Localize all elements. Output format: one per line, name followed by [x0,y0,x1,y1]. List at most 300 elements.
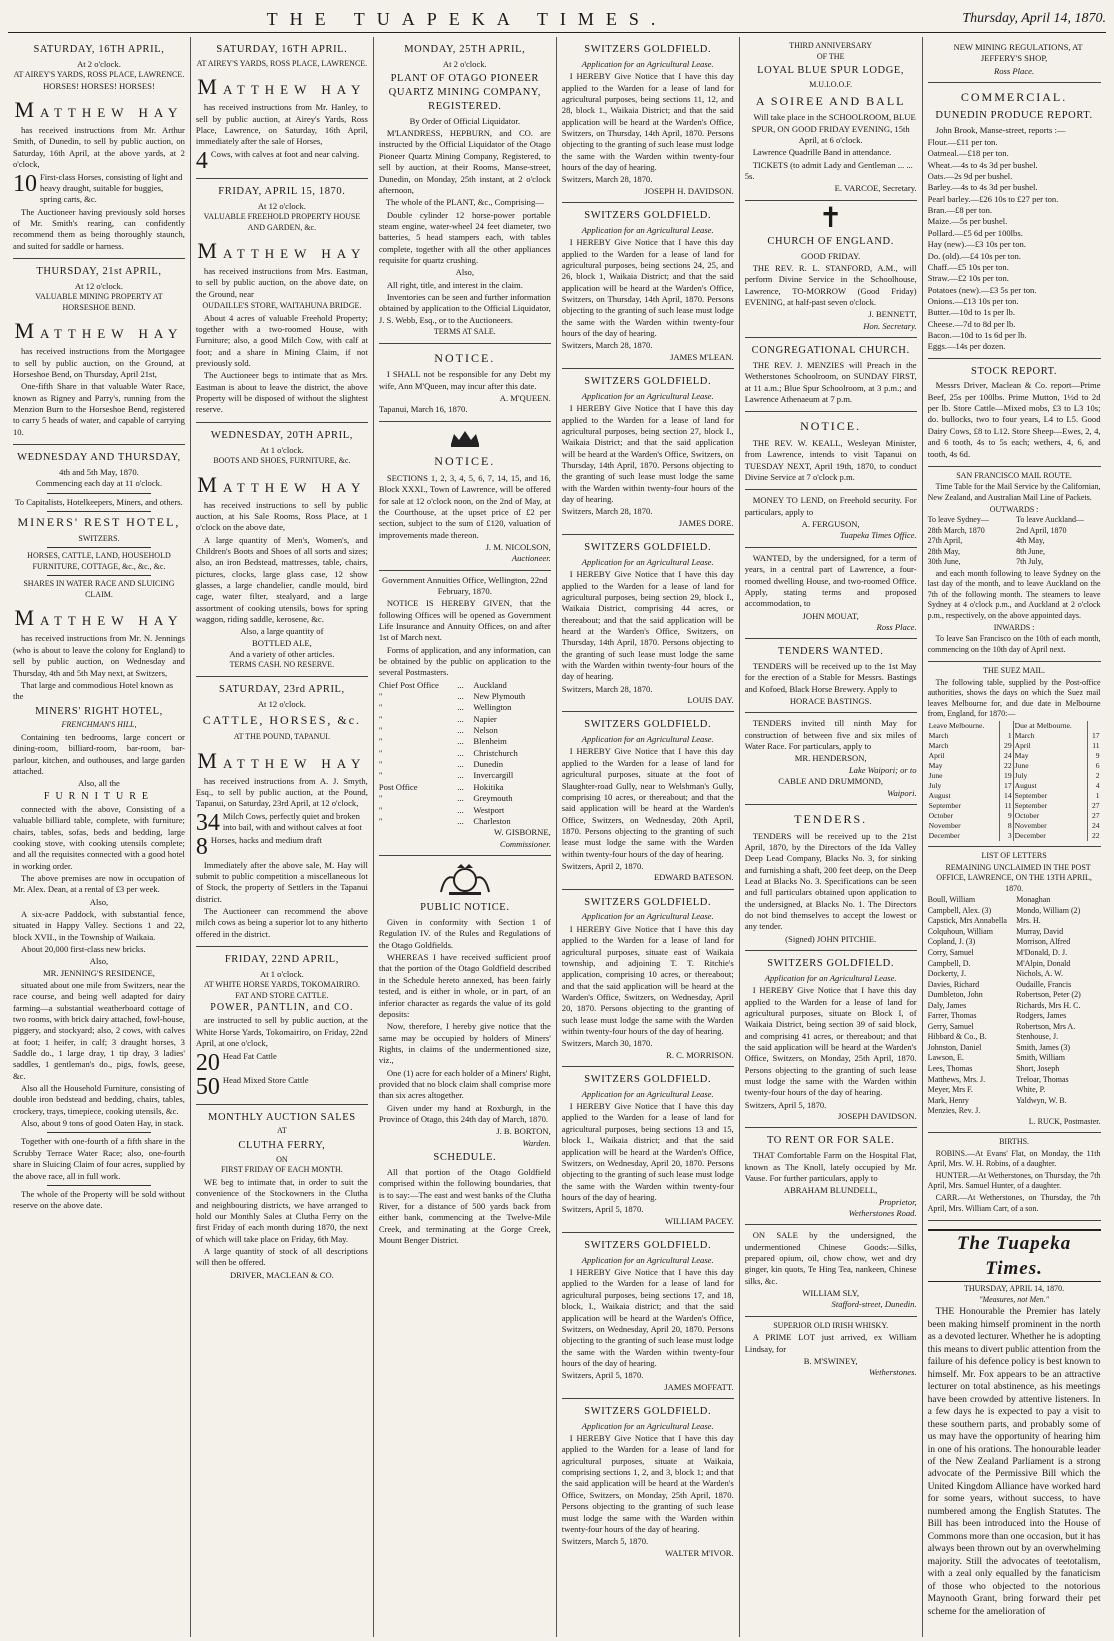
lot-description: One-fifth Share in that valuable Water Race, known as Rigney and Parry's, running from the Menzion Burn to the Horseshoe Bend, registered to carry 5 heads of water, and capable of carrying 10. [13,381,185,437]
paper-motto: "Measures, not Men." [979,1294,1050,1304]
letter-name: Copland, J. (3) [927,937,976,947]
ad-body: TENDERS will be received up to the 1st May for the erection of a Stable for Messrs. Bastings and Kofoed, Black Horse Brewery. Apply to [744,661,917,694]
table-cell: September [1013,791,1088,801]
produce-item: Potatoes (new).—£3 5s per ton. [927,284,1037,295]
letter-name: Richards, Mrs H. C. [1016,1000,1081,1010]
ad-time: At 1 o'clock. [259,444,304,455]
office-type: " [378,815,383,826]
letter-name: Smith, James (3) [1016,1042,1071,1052]
unclaimed-letters [928,847,1101,1133]
lot [196,835,368,859]
ad-subheading: Application for an Agricultural Lease. [764,972,897,983]
ad-body: I HEREBY Give Notice that I have this day applied to the Warden for a lease of land for agricultural purposes, situate on Block I, of Waikaia District, being section 39 of said block, and comprising 41 acres, or thereabout; and that the said application will be heard at the Warden's Office, Switzers, on Monday, 25th April, 1870. Persons objecting to the granting of such lease must lodge the same with the Warden within twenty-four hours of the day of hearing. [744,985,917,1098]
ad-body: I HEREBY Give Notice that I have this day applied to the Warden for a lease of land for agricultural purposes, situate at Waikaia, comprising sections 1, 2, and 3, block 1; and that the said application will be heard at the Warden's Office, Switzers, on Monday, 25th April, 1870. Persons objecting to the granting of such lease must lodge the same with the Warden within twenty-four hours of the day of hearing. [561,1433,734,1534]
office-type: " [378,691,383,702]
ad-heading: CONGREGATIONAL CHURCH. [751,345,910,356]
birth-notice: CARR.—At Wetherstones, on Thursday, the 7th April, Mrs. William Carr, of a son. [927,1193,1101,1213]
produce-item: Flour.—£11 per ton. [927,137,998,148]
office-dots: ... [457,781,464,792]
ad-body: has received instructions from Mr. Arthur Smith, of Dunedin, to sell by public auction, on Saturday, 16th April, at the above yards, at 2 o'clock, [13,125,185,170]
ad-heading: SWITZERS GOLDFIELD. [584,719,712,731]
table-cell: 24 [1088,821,1101,831]
sections-notice [379,422,551,571]
ad-dateline: Tapanui, March 16, 1870. [378,404,468,415]
paper-title: The Tuapeka Times. [928,1229,1101,1282]
births [928,1133,1101,1221]
office-town: Wellington [473,702,512,713]
letter-name: Oudaille, Francis [1016,979,1072,989]
ad-body: M'LANDRESS, HEPBURN, and CO. are instructed by the Official Liquidator of the Otago Pioneer Quartz Mining Company, Registered, to sell by auction, at their Rooms, Manse-street, Dunedin, on Monday, 25th instant, at 2 o'clock afternoon, [378,128,551,195]
auckland-dates [1016,515,1100,568]
ad-date: SATURDAY, 23rd APRIL, [218,683,345,695]
letter-name: M'Donald, D. J. [1016,948,1068,957]
ad-shares: SHARES IN WATER RACE AND SLUICING CLAIM. [23,579,175,599]
ad-text: situated about one mile from Switzers, near the race course, and being well adapted for dairy farming—a substantial weatherboard cottage of two rooms, with brick dairy attached, fowl-house, piggery, and stockyard; also, 2 cows, with calves at foot; 1 heifer, in calf; 3 draught horses, 3 Saddle do., 1 large dray, 1 tip dray, 3 ladies' saddles, 1 gentleman's do., pigs, fowls, geese, &c. [13,980,185,1081]
ad-body: THAT Comfortable Farm on the Hospital Flat, known as The Knoll, lately occupied by Mr. Vause. For further particulars, apply to [744,1150,917,1183]
newspaper-title: THE TUAPEKA TIMES. [266,8,668,29]
wesleyan-notice [745,412,917,490]
table-row [928,771,1101,781]
table-cell: November [928,821,961,831]
lot-number: 10 [13,170,37,197]
ad-heading: VALUABLE FREEHOLD PROPERTY HOUSE AND GARDEN, &c. [203,212,361,232]
ad-heading: CHURCH OF ENGLAND. [767,235,894,247]
ad-date: SATURDAY, 16TH APRIL. [216,44,348,55]
table-header [928,721,1101,731]
ad-body: A PRIME LOT just arrived, ex William Lindsay, for [744,1332,917,1354]
davidson-lease-ad [745,951,917,1128]
ad-signature: A. FERGUSON, [801,519,860,530]
letter-name: Meyer, Mrs F. [927,1085,973,1095]
ad-date: WEDNESDAY, 20TH APRIL, [210,429,353,441]
produce-item: Pearl barley.—£26 10s to £27 per ton. [927,193,1059,204]
table-cell: 3 [1000,831,1013,841]
ad-text: A large quantity of stock of all descriptions will then be offered. [195,1245,368,1268]
ad-audience: To Capitalists, Hotelkeepers, Miners, and others. [15,496,183,507]
office-dots: ... [457,679,464,690]
ad-dateline: Switzers, March 28, 1870. [561,340,653,351]
ad-body: has received instructions to sell by public auction, at his Sale Rooms, Ross Place, at 1 o'clock on the above date, [195,499,368,533]
section-subheading: REMAINING UNCLAIMED IN THE POST OFFICE, LAWRENCE, ON THE 13TH APRIL, 1870. [936,862,1092,893]
auctioneer-name: MATTHEW HAY [14,97,184,123]
ad-text: The whole of the PLANT, &c., Comprising— [385,197,544,208]
auctioneer-name: MATTHEW HAY [197,74,367,100]
ad-heading: SWITZERS GOLDFIELD. [584,896,712,908]
ad-terms: TERMS CASH. NO RESERVE. [229,660,335,670]
office-type: " [378,736,383,747]
ad-dateline: Switzers, April 5, 1870. [561,1204,644,1215]
office-town: New Plymouth [473,691,526,702]
table-cell: 17 [1088,731,1101,741]
ad-role: Auctioneer. [511,553,551,564]
farm-rent-ad [745,1128,917,1225]
mining-property-ad [13,259,185,445]
ad-text: M.U.I.O.O.F. [809,79,853,89]
office-row [379,725,551,736]
divider [47,1185,150,1186]
table-cell: September [928,801,962,811]
ad-signature: CABLE AND DRUMMOND, [778,776,884,787]
ad-signature: J. B. BORTON, [496,1126,551,1137]
lot [13,172,185,206]
office-dots: ... [457,747,464,758]
water-race-tender-ad [745,713,917,804]
ad-body: WHEREAS I have received sufficient proof that the portion of the Otago Goldfield described in the Schedule hereto annexed, has been fairly tested, and is either in whole, or in part, of an inferior character as regards the value of its gold deposits: [378,952,551,1019]
ad-place: AT THE POUND, TAPANUI. [233,731,330,741]
public-notice [379,856,551,1252]
letter-name: Murray, David [1016,926,1064,936]
ad-signature: WALTER M'IVOR. [665,1547,734,1558]
ad-place: Wetherstones Road. [848,1208,917,1219]
office-row [379,793,551,804]
miners-rest-hotel-ad [13,445,185,1218]
office-town: Westport [473,804,505,815]
lot-description: About 4 acres of valuable Freehold Property; together with a two-roomed House, with Furniture; also, a good Milch Cow, with calf at foot; and a share in Mining Claim, if not previously sold. [195,312,368,369]
table-cell: 9 [1000,811,1013,821]
ad-place: Waipori. [887,787,917,798]
office-row [379,736,551,747]
table-row [928,731,1101,741]
ad-body: All that portion of the Otago Goldfield comprised within the following boundaries, that is to say:—The east and west banks of the Clutha River, for a distance of 500 yards back from either bank, commencing at the Twelve-Mile Creek, and terminating at the Gorge Creek, Mount Benger District. [378,1166,551,1245]
ad-body: has received instructions from the Mortgagee to sell by public auction, on the Ground, at Horseshoe Bend, on Thursday, April 21st, [13,346,185,379]
schedule-item: 27th April, [927,536,963,546]
schedule-item: 2nd April, 1870 [1016,525,1067,535]
table-cell: 22 [1088,831,1101,841]
table-row [928,761,1101,771]
ad-heading: TENDERS. [794,811,868,826]
ad-signature: JOHN MOUAT, [802,610,859,621]
letter-name: Robertson, Mrs A. [1016,1021,1076,1031]
letters-left-column [928,895,1012,1116]
produce-item: Oatmeal.—£18 per ton. [927,148,1009,159]
ad-body: has received instructions from A. J. Smyth, Esq., to sell by public auction, at the Pound, Tapanui, on Saturday, 23rd April, at 12 o'clock, [195,775,368,809]
office-town: Blenheim [473,736,507,747]
table-cell: 14 [1000,791,1013,801]
letter-name: Farrer, Thomas [927,1011,977,1021]
office-type: " [378,770,383,781]
lot-description: Head Mixed Store Cattle [222,1074,309,1085]
letter-name: Robertson, Peter (2) [1016,990,1081,1000]
office-row [379,691,551,702]
ad-body: WANTED, by the undersigned, for a term of years, in a central part of Lawrence, a four-roomed dwelling House, and two-roomed Office. Apply, stating terms and proposed accommodation, to [744,552,917,609]
office-type: Post Office [378,781,418,792]
letter-name: Lawson, E. [927,1053,964,1063]
office-type: " [378,702,383,713]
ad-signature: J. BENNETT, [868,309,917,320]
ad-text: About 20,000 first-class new bricks. [21,943,146,954]
cow-sale-ad [196,37,368,179]
money-to-lend-ad [745,490,917,547]
office-town: Auckland [473,679,507,690]
issue-date: Thursday, April 14, 1870. [962,11,1106,26]
produce-item: Barley.—4s to 4s 3d per bushel. [927,182,1038,193]
ad-text: Containing ten bedrooms, large concert or dining-room, billiard-room, bar-room, bar-parlour, kitchen, and outhouses, and large garden attached. [13,731,185,776]
letter-name: Colquhoun, William [927,926,993,936]
ad-text: Inventories can be seen and further information obtained by application to the Official Liquidator, J. S. Webb, Esq., or to the Auctioneers. [378,291,551,325]
ad-subheading: Application for an Agricultural Lease. [581,1420,714,1431]
ad-signature: EDWARD BATESON. [653,872,734,883]
ad-time: At 1 o'clock. [259,968,304,979]
ad-text: Immediately after the above sale, M. Hay will submit to public competition a miscellaneous lot of Stock, the property of Settlers in the Tapanui district. [195,859,368,904]
ad-role: Hon. Secretary. [863,320,917,331]
ad-heading: FAT AND STORE CATTLE. [235,990,329,1000]
ad-text: That large and commodious Hotel known as the [13,679,174,702]
office-row [379,680,551,691]
section-heading: BIRTHS. [999,1137,1030,1147]
table-cell: 27 [1088,811,1101,821]
ad-note: The Auctioneer can recommend the above milch cows as being a superior lot to any hitherto offered in the district. [195,905,368,939]
ad-heading: SWITZERS GOLDFIELD. [584,1073,712,1085]
ad-signature: W. GISBORNE, [494,827,551,838]
outward-schedule [928,515,1101,568]
table-cell: September [1013,801,1088,811]
produce-item: Onions.—£13 10s per ton. [927,295,1019,306]
table-cell: 17 [1000,781,1013,791]
divider [47,1132,150,1133]
annuities-notice [379,571,551,856]
ad-place: AT WHITE HORSE YARDS, TOKOMAIRIRO. [203,980,360,990]
letter-name: Johnston, Daniel [927,1042,982,1052]
ad-subheading: Application for an Agricultural Lease. [581,911,714,922]
table-cell: June [1013,761,1088,771]
section-body: The following table, supplied by the Post-office authorities, shows the days on which the Suez mail leaves Melbourne for, and due date in Melbourne from, England, for 1870:— [927,677,1101,719]
ad-body: I HEREBY Give Notice that I have this day applied to the Warden for a lease of land for agricultural purposes, being sections 17, and 18, block, I., Waikaia district; and that the said application will be heard at the Warden's Office, Switzers, on Wednesday, April 20, 1870. Persons objecting to the granting of such lease must lodge the same with the Warden within twenty-four hours of the day of hearing. [561,1267,734,1368]
report-heading: STOCK REPORT. [971,365,1058,377]
table-cell: March [1013,731,1088,741]
ad-body: I HEREBY Give Notice that I have this day applied to the Warden for a lease of land for agricultural purposes, situate east of Waikaia township, and adjoining T. T. Ritchie's application, comprising 10 acres, or thereabout; and that the said application will be heard at the Warden's Office, Switzers, on Wednesday, April 20, 1870. Persons objecting to the granting of such lease must lodge the same with the Warden within twenty-four hours of the day of hearing. [561,923,734,1036]
office-town: Greymouth [473,793,513,804]
ad-body: I HEREBY Give Notice that I have this day applied to the Warden for a lease of land for agricultural purposes, situate at the foot of Slaughter-road Gully, near to Welshman's Gully, comprising 10 acres, or thereabout; and that the said application will be heard at the Warden's Office, Switzers, on Wednesday, 20th April, 1870. Persons objecting to the granting of such lease must lodge the same with the Warden within twenty-four hours of the day of hearing. [561,746,734,859]
ad-body: THE REV. W. KEALL, Wesleyan Minister, from Lawrence, intends to visit Tapanui on TUESDAY NEXT, April 19th, 1870, to conduct Divine Service at 7 o'clock p.m. [744,438,917,483]
ad-items: HORSES, CATTLE, LAND, HOUSEHOLD FURNITURE, COTTAGE, &c., &c., &c. [27,551,171,571]
office-dots: ... [457,793,464,804]
office-type: " [378,747,383,758]
header-cell [1088,721,1101,731]
table-row [928,741,1101,751]
lease-notices [562,37,734,1564]
ad-date: FRIDAY, APRIL 15, 1870. [218,185,346,197]
ad-signature: MR. HENDERSON, [794,753,867,764]
letter-name: Short, Joseph [1016,1064,1060,1074]
report-body: Messrs Driver, Maclean & Co. report—Prime Beef, 25s per 100lbs. Prime Mutton, 1½d to 2d per lb. Store Cattle—Mixed mobs, £3 to L3 10s; do. bullocks, two to four years, L4 to L5. Good Dairy Cows, £8 to L12. Store Sheep—Ewes, 2, 4, and 6 tooth, 4s to 5s each; wethers, 4, 6, and tooth, 4s 6d. [927,380,1101,459]
ad-date: WEDNESDAY AND THURSDAY, [17,451,181,463]
letter-name: Mrs. H. [1016,916,1041,926]
letter-name: Corry, Samuel [927,948,974,957]
section-heading: SAN FRANCISCO MAIL ROUTE. [956,470,1072,480]
table-cell: 6 [1088,761,1101,771]
table-row [928,831,1101,841]
office-dots: ... [457,804,464,815]
table-cell: March [928,730,949,740]
ad-place: Stafford-street, Dunedin. [831,1299,917,1310]
office-dots: ... [457,702,464,713]
stock-report [928,359,1101,467]
office-row [379,805,551,816]
ad-dateline: Switzers, April 5, 1870. [744,1099,827,1110]
ida-valley-tender-ad [745,805,917,951]
table-cell: May [928,760,943,770]
lodge-anniversary-ad [745,37,917,201]
ad-subheading: GOOD FRIDAY. [801,250,861,261]
table-row [928,791,1101,801]
table-cell: 11 [1000,801,1013,811]
divider [47,547,150,548]
produce-item: Bran.—£8 per ton. [927,205,993,216]
commercial-section [928,83,1101,359]
ad-text: By Order of Official Liquidator. [409,115,520,126]
ad-dateline: Switzers, March 28, 1870. [561,506,653,517]
lot-number: 4 [195,147,208,174]
ad-text: Also, about 9 tons of good Oaten Hay, in stack. [21,1118,184,1129]
ad-body: has received instructions from Mr. N. Jennings (who is about to leave the colony for England) to sell by public auction, on Wednesday and Thursday, 4th and 5th May next, at Switzers, [13,633,185,678]
ad-terms: TERMS AT SALE. [433,326,496,336]
ad-date: MONDAY, 25TH APRIL, [404,44,526,55]
table-cell: 11 [1088,741,1101,751]
header-cell [1000,721,1013,731]
lease-notice [562,369,734,535]
ad-heading: CATTLE, HORSES, &c. [202,713,362,728]
produce-item: Butter.—10d to 1s per lb. [927,307,1015,318]
ad-place: Wetherstones. [868,1367,917,1378]
schedule-item: 28th March, 1870 [927,525,985,535]
ad-text: Also, all the [78,778,120,789]
ad-text: connected with the above, Consisting of a valuable billiard table, complete, with furniture; chairs, tables, sofas, beds and bedding, large cooking stove, with cooking utensils complete; and all the requisites connected with a good hotel in working order. [13,803,185,871]
letter-name: Dockerty, J. [927,969,966,979]
ad-signature: LOUIS DAY. [687,694,734,705]
ad-heading: SCHEDULE. [433,1151,497,1163]
ad-heading: SWITZERS GOLDFIELD. [584,375,712,387]
produce-item: Hay (new).—£3 10s per ton. [927,239,1026,250]
ad-text: The above premises are now in occupation of Mr. Alex. Dean, at a rental of £3 per week. [13,872,185,895]
letter-name: Daly, James [927,1000,967,1010]
letter-name: M'Alpin, Donald [1016,958,1071,968]
births-list [928,1149,1101,1214]
ad-heading: NOTICE. [800,419,862,434]
section-heading: THE SUEZ MAIL. [983,666,1046,676]
ad-heading: THIRD ANNIVERSARY [789,41,873,50]
birth-notice: HUNTER.—At Wetherstones, on Thursday, the 7th April, Mrs. Samuel Hunter, of a daughter. [927,1170,1101,1191]
schedule-item: 7th July, [1016,557,1044,567]
lot-number: 50 [195,1073,220,1100]
letter-name: Monaghan [1016,895,1051,905]
lease-notice [562,712,734,889]
letter-name: Boull, William [927,895,976,905]
lease-notice [562,1067,734,1233]
section-heading: COMMERCIAL. [960,90,1068,105]
letter-name: Davies, Richard [927,979,980,989]
lot-number: 8 [195,833,208,860]
table-cell: 2 [1088,771,1101,781]
produce-item: Eggs.—14s per dozen. [927,341,1006,352]
auctioneer-name: MATTHEW HAY [14,318,184,344]
ad-text: Now, therefore, I hereby give notice that the same may be occupied by holders of Miners' Rights, in claims of the undermentioned size, viz., [378,1021,551,1066]
office-town: Napier [473,713,497,724]
letter-name: Menzies, Rev. J. [927,1106,981,1116]
schedule-item: To leave Auckland— [1016,515,1084,525]
section-body: Time Table for the Mail Service by the Californian, New Zealand, and Australian Mail Line of Packets. [927,482,1101,502]
office-town: Charleston [473,815,511,826]
produce-item: Maize.—5s per bushel. [927,216,1008,227]
report-heading: DUNEDIN PRODUCE REPORT. [935,109,1093,121]
ad-body: I SHALL not be responsible for any Debt my wife, Ann M'Queen, may incur after this date. [378,369,551,391]
office-type: Chief Post Office [378,679,439,690]
lot [196,811,368,835]
ad-text: Also, [89,956,109,967]
office-row [379,782,551,793]
mqueen-notice [379,344,551,422]
ad-heading: VALUABLE MINING PROPERTY AT HORSESHOE BEND. [35,292,163,312]
columns [8,37,1106,1637]
table-cell: December [1013,831,1088,841]
letter-name: Campbell, Alex. (3) [927,905,992,915]
table-cell: 19 [1000,771,1013,781]
letter-name: Capstick, Mrs Annabella [927,916,1007,926]
auctioneer-name: MATTHEW HAY [197,471,367,497]
lease-notice [562,1399,734,1564]
report-intro: John Brook, Manse-street, reports :— [935,124,1066,135]
table-row [928,751,1101,761]
ad-signature: WILLIAM PACEY. [664,1215,734,1226]
boots-furniture-ad [196,423,368,677]
lot-description: Milch Cows, perfectly quiet and broken into bail, with and without calves at foot [222,810,362,832]
table-cell: July [1013,771,1088,781]
table-cell: 29 [1000,741,1013,751]
ad-body: NEW MINING REGULATIONS, AT JEFFERY'S SHOP, [953,42,1083,64]
ad-subheading: Application for an Agricultural Lease. [581,224,714,235]
table-cell: December [928,831,960,841]
schedule-item: To leave Sydney— [927,515,989,525]
ad-place: AT AIREY'S YARDS, ROSS PLACE, LAWRENCE. [13,70,185,80]
letters-right-column [1016,895,1100,1116]
ad-heading: PLANT OF OTAGO PIONEER QUARTZ MINING COMPANY, REGISTERED. [388,73,541,112]
ad-signature: HORACE BASTINGS. [789,696,872,707]
ad-heading: MR. JENNING'S RESIDENCE, [43,967,155,978]
ad-role: Commissioner. [499,838,551,849]
ad-text: And a variety of other articles. [229,649,335,660]
table-cell: 27 [1088,801,1101,811]
office-row [379,714,551,725]
ad-text: ON [276,1154,288,1164]
table-cell: 1 [1000,731,1013,741]
ad-town: SWITZERS. [78,533,120,543]
royal-arms-icon [379,862,551,899]
letter-name: Dumbleton, John [927,990,983,1000]
ad-heading: LOYAL BLUE SPUR LODGE, [757,65,905,77]
lot-description: First-class Horses, consisting of light and heavy draught, suitable for buggies, spring carts, &c. [40,171,183,205]
letter-name: Treloar, Thomas [1016,1074,1069,1084]
office-row [379,759,551,770]
ad-body: are instructed to sell by public auction, at the White Horse Yards, Tokomairiro, on Friday, 22nd April, at one o'clock, [195,1015,368,1049]
ad-signature: (Signed) JOHN PITCHIE. [785,933,877,944]
letter-name: Matthews, Mrs. J. [927,1074,986,1084]
ad-text: OF THE [816,51,845,61]
ad-time: At 12 o'clock. [257,698,306,709]
sydney-dates [928,515,1012,568]
table-cell: November [1013,821,1088,831]
ad-heading: MINERS' REST HOTEL, [17,514,181,529]
produce-item: Do. (old).—£4 10s per ton. [927,250,1021,261]
ad-text: Lawrence Quadrille Band in attendance. [752,147,892,158]
ad-dateline: Switzers, March 5, 1870. [561,1536,649,1547]
ad-signature: JOSEPH H. DAVIDSON. [644,185,734,196]
ad-heading: HORSES! HORSES! HORSES! [43,80,155,91]
horse-sale-ad [13,37,185,259]
subheading: OUTWARDS : [989,504,1039,514]
ad-body: THE REV. R. L. STANFORD, A.M., will perform Divine Service in the Schoolhouse, Lawrence, TO-MORROW (Good Friday) EVENING, at half-past seven o'clock. [744,262,917,307]
office-town: Christchurch [473,747,518,758]
letter-name: Mark, Henry [927,1095,969,1105]
lot-number: 20 [195,1049,220,1076]
